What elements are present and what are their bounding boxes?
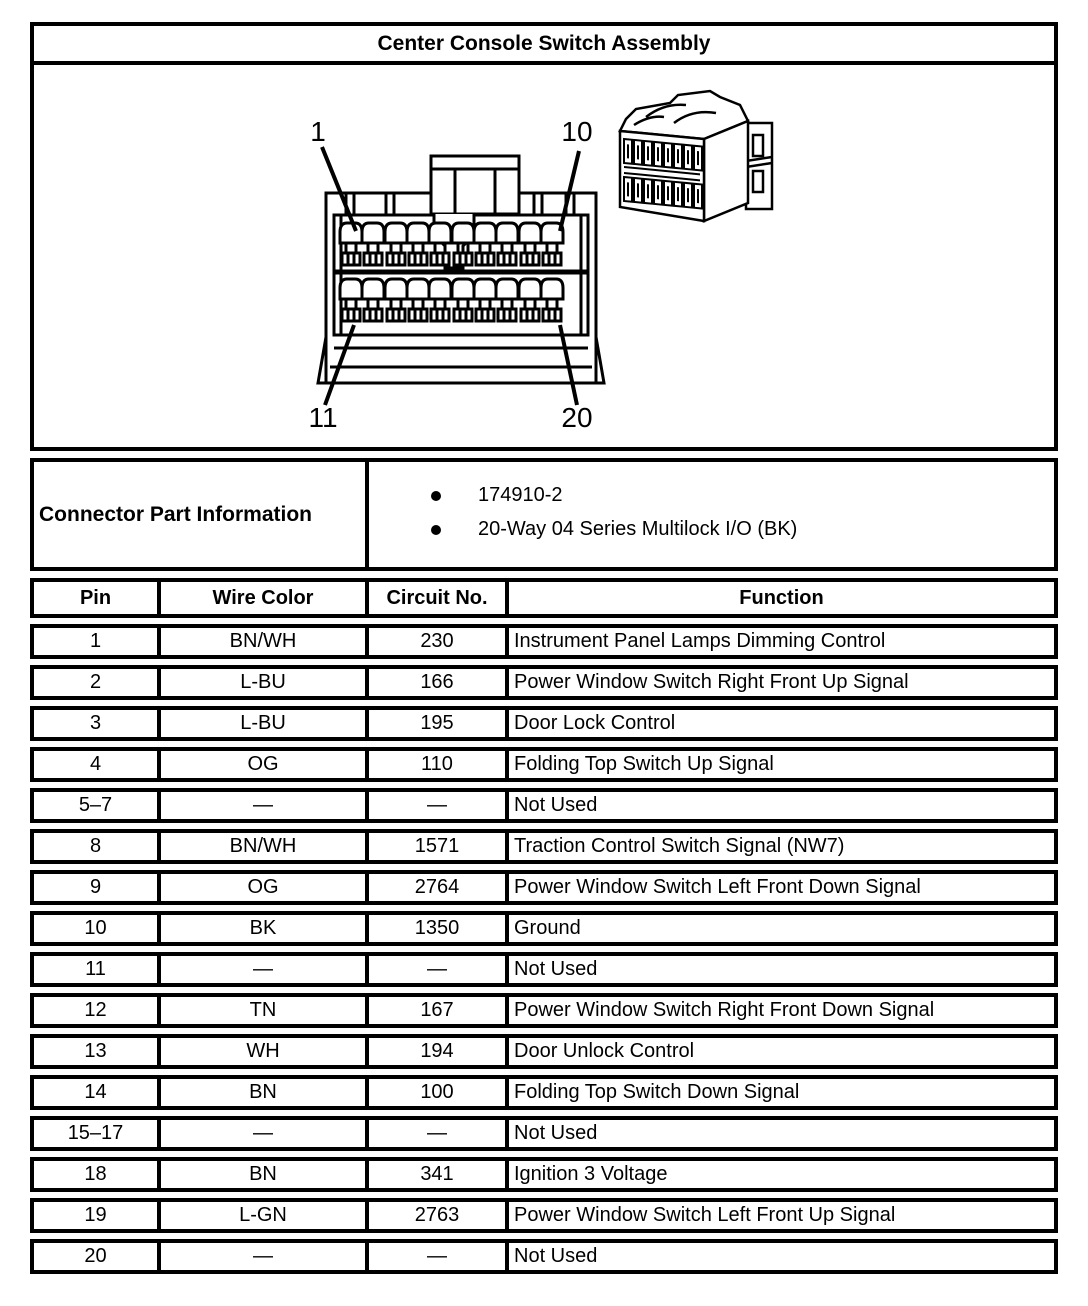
pin-cell: 15–17 bbox=[67, 1122, 124, 1144]
wire-color-cell: TN bbox=[157, 997, 365, 1024]
pin-cell: 11 bbox=[85, 958, 106, 980]
circuit-no-cell: 1571 bbox=[365, 833, 505, 860]
pin-cell: 4 bbox=[89, 753, 102, 775]
function-cell: Instrument Panel Lamps Dimming Control bbox=[505, 628, 1054, 655]
pin-label-10: 10 bbox=[561, 116, 593, 147]
function-cell: Door Unlock Control bbox=[505, 1038, 1054, 1065]
pin-cell: 20 bbox=[84, 1245, 107, 1267]
circuit-no-cell: 2763 bbox=[365, 1202, 505, 1229]
pin-table bbox=[30, 578, 1058, 1274]
pin-cell: 13 bbox=[84, 1040, 107, 1062]
pin-cell: 10 bbox=[84, 917, 107, 939]
connector-diagram bbox=[30, 61, 1058, 451]
table-row bbox=[30, 1239, 1058, 1274]
connector-part-information bbox=[30, 458, 1058, 571]
table-row bbox=[30, 952, 1058, 987]
circuit-no-cell: 166 bbox=[365, 669, 505, 696]
table-row bbox=[30, 1034, 1058, 1069]
pin-cell: 14 bbox=[84, 1081, 107, 1103]
table-header-row bbox=[30, 578, 1058, 618]
wire-color-cell: — bbox=[157, 1120, 365, 1147]
circuit-no-cell: 195 bbox=[365, 710, 505, 737]
table-row bbox=[30, 747, 1058, 782]
wire-color-cell: WH bbox=[157, 1038, 365, 1065]
circuit-no-cell: — bbox=[365, 1243, 505, 1270]
wire-color-cell: L-BU bbox=[157, 669, 365, 696]
table-row bbox=[30, 624, 1058, 659]
function-cell: Power Window Switch Left Front Down Signal bbox=[505, 874, 1054, 901]
pin-cell: 8 bbox=[89, 835, 102, 857]
circuit-no-cell: 100 bbox=[365, 1079, 505, 1106]
circuit-no-cell: — bbox=[365, 1120, 505, 1147]
table-row bbox=[30, 1116, 1058, 1151]
table-row bbox=[30, 1157, 1058, 1192]
wire-color-cell: OG bbox=[157, 751, 365, 778]
function-cell: Power Window Switch Right Front Up Signal bbox=[505, 669, 1054, 696]
table-row bbox=[30, 911, 1058, 946]
function-cell: Ground bbox=[505, 915, 1054, 942]
connector-part-information-details bbox=[369, 462, 1054, 567]
circuit-no-cell: 167 bbox=[365, 997, 505, 1024]
circuit-no-cell: 1350 bbox=[365, 915, 505, 942]
wire-color-cell: — bbox=[157, 792, 365, 819]
function-cell: Ignition 3 Voltage bbox=[505, 1161, 1054, 1188]
function-cell: Folding Top Switch Down Signal bbox=[505, 1079, 1054, 1106]
wire-color-cell: — bbox=[157, 1243, 365, 1270]
circuit-no-cell: 194 bbox=[365, 1038, 505, 1065]
circuit-no-cell: 110 bbox=[365, 751, 505, 778]
pin-cell: 12 bbox=[84, 999, 107, 1021]
list-item bbox=[431, 484, 1054, 507]
bullet-icon bbox=[431, 491, 441, 501]
wire-color-cell: L-GN bbox=[157, 1202, 365, 1229]
wire-color-cell: BN bbox=[157, 1161, 365, 1188]
page-title: Center Console Switch Assembly bbox=[30, 22, 1058, 65]
function-cell: Not Used bbox=[505, 1120, 1054, 1147]
header-circuit-no: Circuit No. bbox=[365, 582, 505, 614]
circuit-no-cell: 341 bbox=[365, 1161, 505, 1188]
table-row bbox=[30, 870, 1058, 905]
function-cell: Power Window Switch Left Front Up Signal bbox=[505, 1202, 1054, 1229]
pin-cell: 19 bbox=[84, 1204, 107, 1226]
wire-color-cell: BN bbox=[157, 1079, 365, 1106]
function-cell: Not Used bbox=[505, 792, 1054, 819]
circuit-no-cell: 230 bbox=[365, 628, 505, 655]
pin-cell: 5–7 bbox=[78, 794, 113, 816]
wire-color-cell: — bbox=[157, 956, 365, 983]
pin-label-1: 1 bbox=[310, 116, 326, 147]
function-cell: Power Window Switch Right Front Down Signal bbox=[505, 997, 1054, 1024]
header-function: Function bbox=[505, 582, 1054, 614]
table-row bbox=[30, 788, 1058, 823]
pin-label-20: 20 bbox=[561, 402, 593, 433]
circuit-no-cell: — bbox=[365, 956, 505, 983]
function-cell: Traction Control Switch Signal (NW7) bbox=[505, 833, 1054, 860]
part-description: 20-Way 04 Series Multilock I/O (BK) bbox=[478, 518, 798, 540]
table-row bbox=[30, 706, 1058, 741]
table-row bbox=[30, 829, 1058, 864]
manual-page bbox=[30, 22, 1058, 1280]
pin-cell: 2 bbox=[89, 671, 102, 693]
wire-color-cell: BN/WH bbox=[157, 628, 365, 655]
table-row bbox=[30, 993, 1058, 1028]
wire-color-cell: BK bbox=[157, 915, 365, 942]
wire-color-cell: L-BU bbox=[157, 710, 365, 737]
wire-color-cell: OG bbox=[157, 874, 365, 901]
header-pin: Pin bbox=[79, 586, 112, 609]
pin-cell: 18 bbox=[84, 1163, 107, 1185]
function-cell: Not Used bbox=[505, 1243, 1054, 1270]
function-cell: Door Lock Control bbox=[505, 710, 1054, 737]
pin-cell: 3 bbox=[89, 712, 102, 734]
list-item bbox=[431, 518, 1054, 541]
pin-cell: 9 bbox=[89, 876, 102, 898]
wire-color-cell: BN/WH bbox=[157, 833, 365, 860]
connector-diagram-svg bbox=[34, 65, 1054, 447]
table-row bbox=[30, 1075, 1058, 1110]
table-row bbox=[30, 665, 1058, 700]
function-cell: Folding Top Switch Up Signal bbox=[505, 751, 1054, 778]
connector-perspective-view bbox=[620, 91, 772, 221]
bullet-icon bbox=[431, 525, 441, 535]
connector-front-view bbox=[318, 156, 604, 383]
circuit-no-cell: 2764 bbox=[365, 874, 505, 901]
circuit-no-cell: — bbox=[365, 792, 505, 819]
part-number: 174910-2 bbox=[478, 484, 563, 506]
function-cell: Not Used bbox=[505, 956, 1054, 983]
pin-label-11: 11 bbox=[308, 402, 338, 433]
pin-cell: 1 bbox=[89, 630, 102, 652]
connector-part-information-label: Connector Part Information bbox=[34, 462, 369, 567]
table-row bbox=[30, 1198, 1058, 1233]
header-wire-color: Wire Color bbox=[157, 582, 365, 614]
